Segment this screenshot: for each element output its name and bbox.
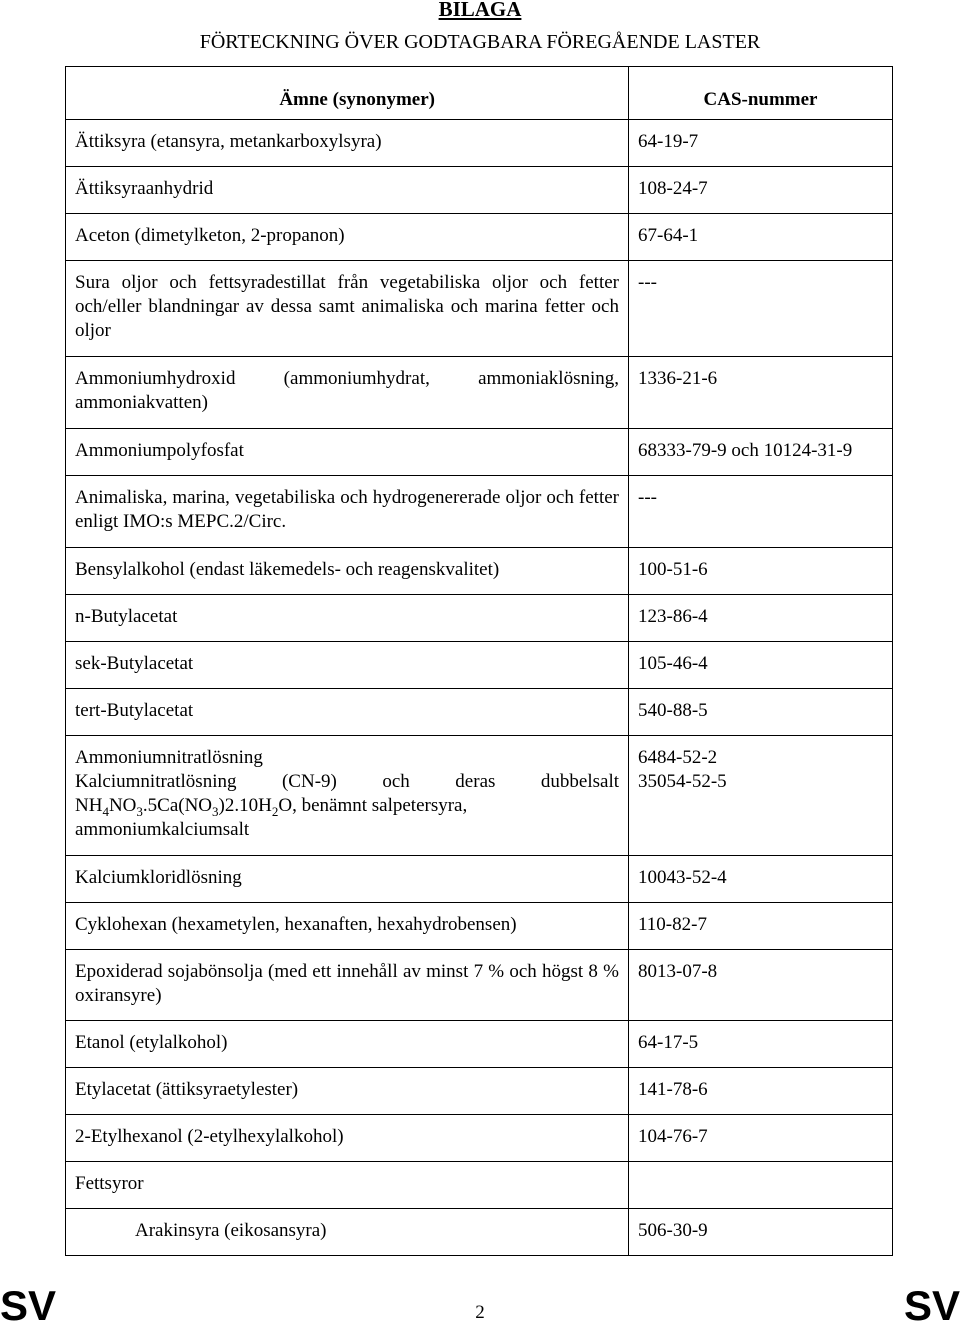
table-row — [66, 689, 893, 736]
document-subtitle: FÖRTECKNING ÖVER GODTAGBARA FÖREGÅENDE LASTER — [199, 31, 761, 53]
substance-cell — [66, 1209, 629, 1256]
cas-cell: 506-30-9 — [629, 1209, 893, 1256]
table-row — [66, 595, 893, 642]
table-row — [66, 261, 893, 357]
cas-cell: 540-88-5 — [629, 689, 893, 736]
table-row — [66, 214, 893, 261]
cas-cell: 104-76-7 — [629, 1115, 893, 1162]
cas-cell: 110-82-7 — [629, 903, 893, 950]
language-code-right: SV — [903, 1282, 960, 1329]
language-code-left: SV — [0, 1282, 57, 1329]
table-row — [66, 736, 893, 856]
cas-line: 35054-52-5 — [638, 771, 727, 792]
substance-cell — [66, 736, 629, 856]
cas-cell: 64-17-5 — [629, 1021, 893, 1068]
cas-cell — [629, 1162, 893, 1209]
substance-cell: tert-Butylacetat — [66, 689, 629, 736]
substance-line: Ammoniumnitratlösning — [75, 747, 263, 768]
cas-cell: 100-51-6 — [629, 548, 893, 595]
cas-cell: 64-19-7 — [629, 120, 893, 167]
substance-line: Kalciumnitratlösning (CN-9) och deras dubbelsalt — [75, 771, 619, 792]
table-row — [66, 429, 893, 476]
table-row — [66, 642, 893, 689]
table-row — [66, 950, 893, 1021]
substance-cell: Ammoniumhydroxid (ammoniumhydrat, ammoniaklösning, ammoniakvatten) — [66, 357, 629, 429]
cas-cell: 123-86-4 — [629, 595, 893, 642]
substance-cell: Epoxiderad sojabönsolja (med ett innehåll av minst 7 % och högst 8 % oxiransyre) — [66, 950, 629, 1021]
substance-subitem: Arakinsyra (eikosansyra) — [135, 1220, 327, 1241]
substance-cell: Sura oljor och fettsyradestillat från vegetabiliska oljor och fetter och/eller blandningar av dessa samt animaliska och marina fetter och oljor — [66, 261, 629, 357]
cas-cell: 68333-79-9 och 10124-31-9 — [629, 429, 893, 476]
substance-cell: Cyklohexan (hexametylen, hexanaften, hexahydrobensen) — [66, 903, 629, 950]
cas-cell: 8013-07-8 — [629, 950, 893, 1021]
substance-cell: n-Butylacetat — [66, 595, 629, 642]
cas-cell: --- — [629, 261, 893, 357]
cargo-table — [65, 66, 893, 1256]
substance-line: ammoniumkalciumsalt — [75, 819, 250, 840]
table-row — [66, 903, 893, 950]
cas-cell: 10043-52-4 — [629, 856, 893, 903]
table-row — [66, 357, 893, 429]
chemical-formula — [75, 794, 619, 818]
substance-cell: Ättiksyra (etansyra, metankarboxylsyra) — [66, 120, 629, 167]
cas-line: 6484-52-2 — [638, 747, 718, 768]
table-row — [66, 167, 893, 214]
cas-cell: 1336-21-6 — [629, 357, 893, 429]
substance-cell: Aceton (dimetylketon, 2-propanon) — [66, 214, 629, 261]
table-row — [66, 1209, 893, 1256]
substance-cell: Animaliska, marina, vegetabiliska och hydrogenererade oljor och fetter enligt IMO:s MEPC.2/Circ. — [66, 476, 629, 548]
table-row — [66, 548, 893, 595]
table-row — [66, 856, 893, 903]
table-row — [66, 1068, 893, 1115]
cas-cell: 105-46-4 — [629, 642, 893, 689]
formula-part: $NH_4NO_3.5Ca(NO_3)2.10H_2O$, benämnt salpetersyra, — [75, 795, 468, 819]
header-cas: CAS-nummer — [629, 67, 893, 120]
page-number: 2 — [475, 1302, 485, 1323]
table-row — [66, 1162, 893, 1209]
table-row — [66, 120, 893, 167]
document-title: BILAGA — [438, 0, 522, 21]
substance-cell: Ammoniumpolyfosfat — [66, 429, 629, 476]
substance-cell: Etylacetat (ättiksyraetylester) — [66, 1068, 629, 1115]
substance-cell: Etanol (etylalkohol) — [66, 1021, 629, 1068]
substance-cell: Fettsyror — [66, 1162, 629, 1209]
cas-cell: 67-64-1 — [629, 214, 893, 261]
table-row — [66, 1021, 893, 1068]
table-row — [66, 476, 893, 548]
substance-cell: sek-Butylacetat — [66, 642, 629, 689]
substance-cell: Bensylalkohol (endast läkemedels- och reagenskvalitet) — [66, 548, 629, 595]
cas-cell — [629, 736, 893, 856]
table-header-row — [66, 67, 893, 120]
substance-cell: 2-Etylhexanol (2-etylhexylalkohol) — [66, 1115, 629, 1162]
table-row — [66, 1115, 893, 1162]
header-substance: Ämne (synonymer) — [66, 67, 629, 120]
cas-cell: 141-78-6 — [629, 1068, 893, 1115]
cas-cell: 108-24-7 — [629, 167, 893, 214]
cas-cell: --- — [629, 476, 893, 548]
substance-cell: Ättiksyraanhydrid — [66, 167, 629, 214]
substance-cell: Kalciumkloridlösning — [66, 856, 629, 903]
